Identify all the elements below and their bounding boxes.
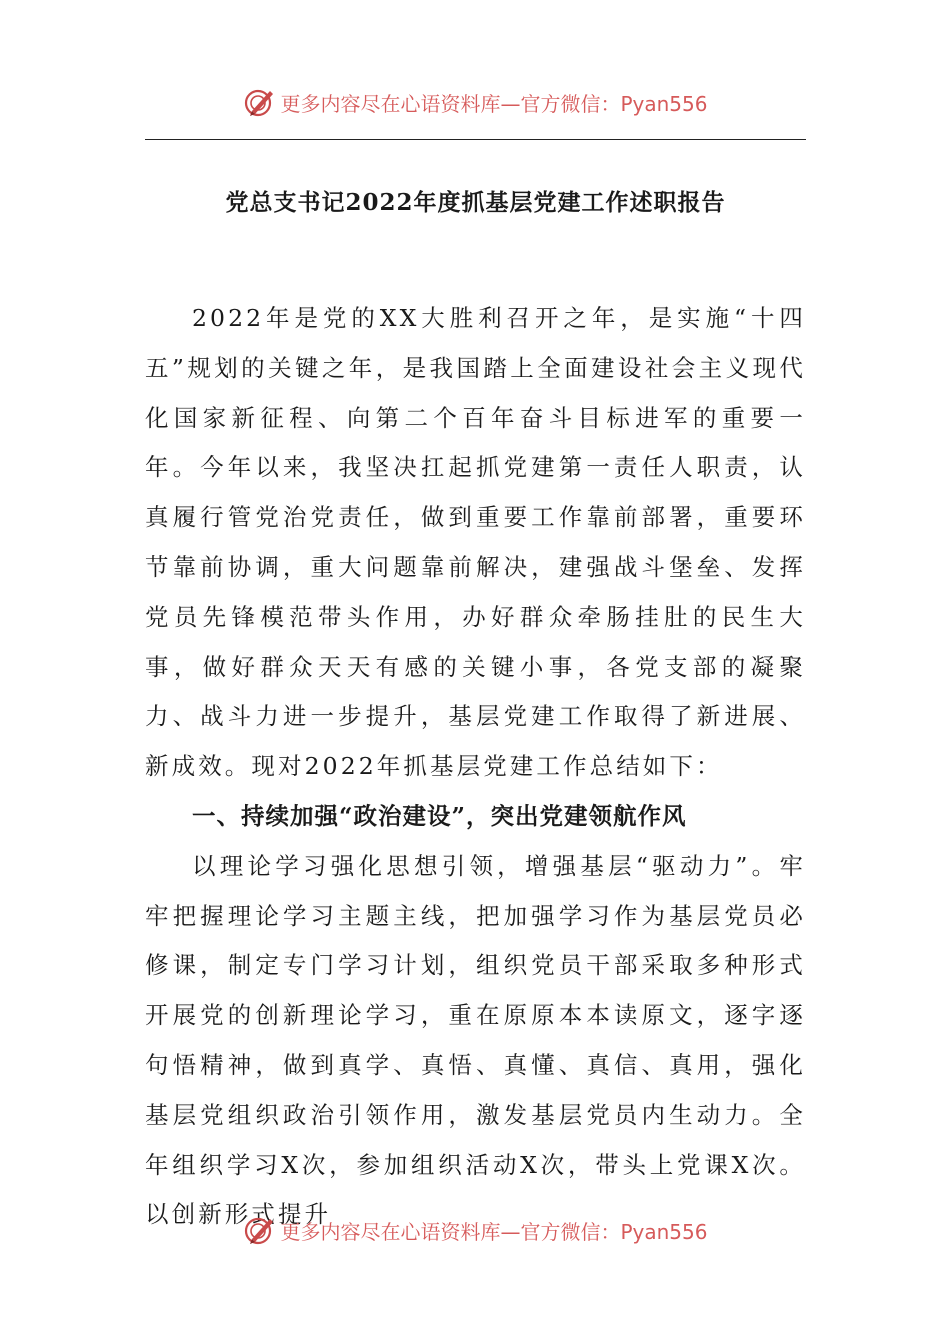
document-title: 党总支书记2022年度抓基层党建工作述职报告 [225,189,726,216]
pen-logo-icon [242,85,276,119]
section-heading: 一、持续加强“政治建设”，突出党建领航作风 [192,801,687,830]
paragraph: 2022年是党的XX大胜利召开之年，是实施“十四五”规划的关键之年，是我国踏上全面建设社会主义现代化国家新征程、向第二个百年奋斗目标进军的重要一年。今年以来，我坚决扛起抓党建第一责任人职责，认真履行管党治党责任，做到重要工作靠前部署，重要环节靠前协调，重大问题靠前解决，建强战斗堡垒、发挥党员先锋模范带头作用，办好群众牵肠挂肚的民生大事，做好群众天天有感的关键小事，各党支部的凝聚力、战斗力进一步提升，基层党建工作取得了新进展、新成效。现对2022年抓基层党建工作总结如下： [145,304,806,781]
pen-logo-icon [242,1213,276,1247]
footer-watermark [0,1210,950,1250]
watermark-text: 更多内容尽在心语资料库—官方微信：Pyan556 [280,1219,708,1244]
document-body [145,294,806,1240]
paragraph: 以理论学习强化思想引领，增强基层“驱动力”。牢牢把握理论学习主题主线，把加强学习作为基层党员必修课，制定专门学习计划，组织党员干部采取多种形式开展党的创新理论学习，重在原原本本读原文，逐字逐句悟精神，做到真学、真悟、真懂、真信、真用，强化基层党组织政治引领作用，激发基层党员内生动力。全年组织学习X次，参加组织活动X次，带头上党课X次。以创新形式提升 [145,851,806,1229]
header-watermark [0,82,950,122]
watermark-text: 更多内容尽在心语资料库—官方微信：Pyan556 [280,91,708,116]
header-divider [145,139,806,140]
